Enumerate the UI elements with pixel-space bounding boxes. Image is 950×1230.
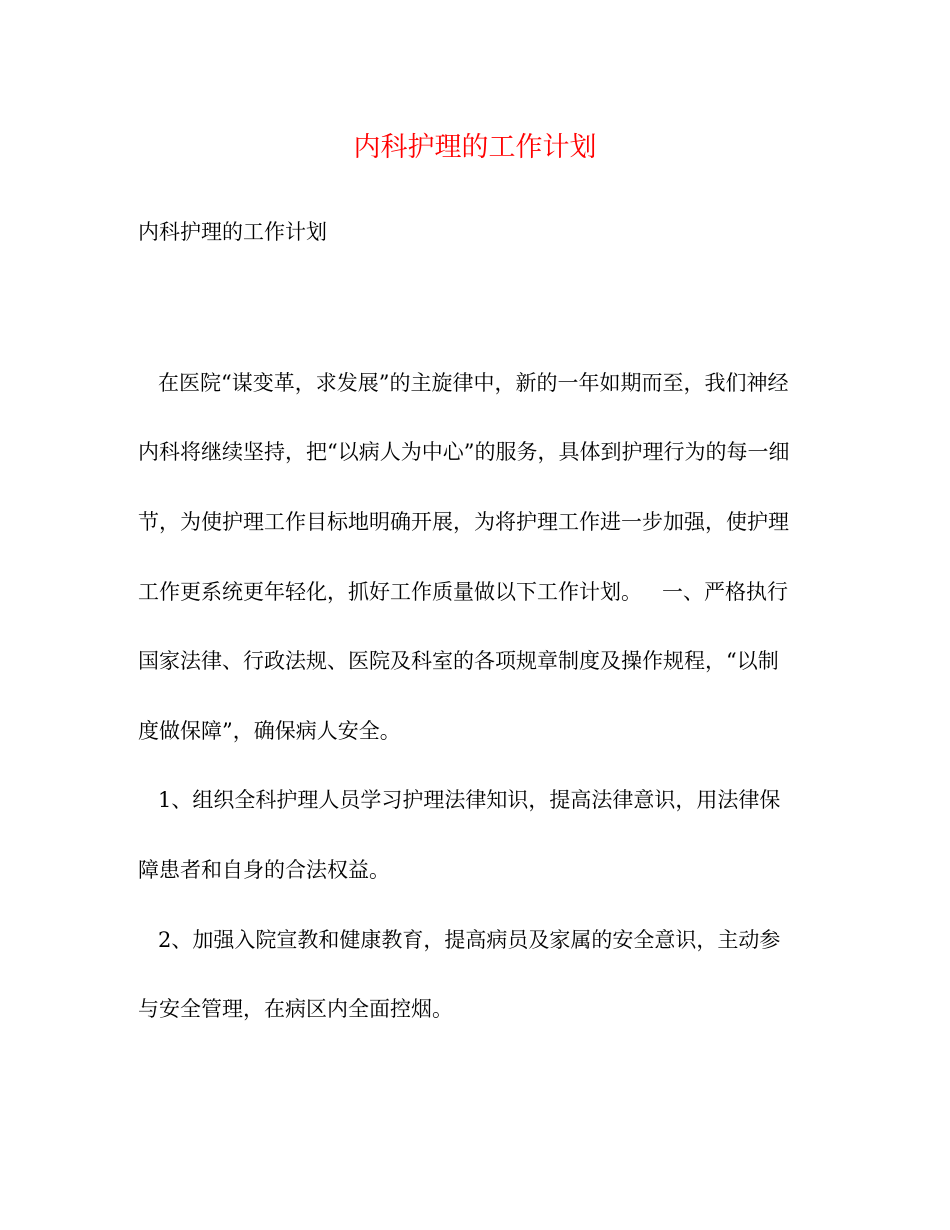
body-line: 与安全管理，在病区内全面控烟。 xyxy=(138,997,453,1021)
document-title: 内科护理的工作计划 xyxy=(353,132,597,163)
body-line: 节，为使护理工作目标地明确开展，为将护理工作进一步加强，使护理 xyxy=(138,510,789,534)
body-line: 内科将继续坚持，把“以病人为中心”的服务，具体到护理行为的每一细 xyxy=(138,440,790,464)
body-line: 2、加强入院宣教和健康教育，提高病员及家属的安全意识，主动参 xyxy=(138,928,781,952)
body-line: 障患者和自身的合法权益。 xyxy=(138,858,390,882)
document-subtitle: 内科护理的工作计划 xyxy=(138,220,327,244)
body-line: 度做保障”，确保病人安全。 xyxy=(138,719,401,743)
body-line: 工作更系统更年轻化，抓好工作质量做以下工作计划。 一、严格执行 xyxy=(138,580,789,604)
body-line: 在医院“谋变革，求发展”的主旋律中，新的一年如期而至，我们神经 xyxy=(138,371,789,395)
body-line: 国家法律、行政法规、医院及科室的各项规章制度及操作规程，“以制 xyxy=(138,649,779,673)
body-line: 1、组织全科护理人员学习护理法律知识，提高法律意识，用法律保 xyxy=(138,788,781,812)
